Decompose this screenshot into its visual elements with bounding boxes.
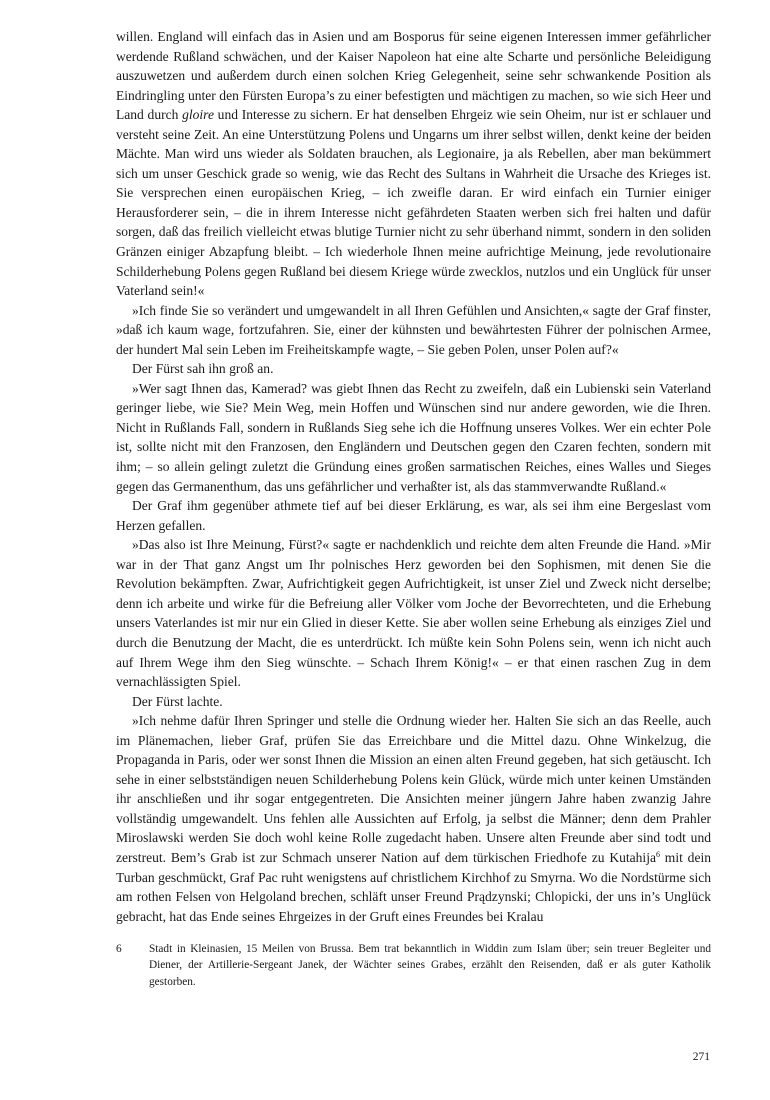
- book-page: [116, 27, 711, 990]
- paragraph-8: [116, 711, 711, 926]
- paragraph-1: [116, 27, 711, 301]
- footnote-text: Stadt in Kleinasien, 15 Meilen von Brussa. Bem trat bekanntlich in Widdin zum Islam über; sein treuer Begleiter und Diener, der Artillerie-Sergeant Janek, der Wächter seines Grabes, erzählt den Reisenden, daß er als guter Katholik gestorben.: [149, 943, 711, 988]
- footnote-reference: 6: [655, 849, 660, 859]
- italic-word: gloire: [182, 107, 214, 123]
- paragraph-5: Der Graf ihm gegenüber athmete tief auf bei dieser Erklärung, es war, als sei ihm eine Bergeslast vom Herzen gefallen.: [116, 498, 711, 533]
- paragraph-1-text: willen. England will einfach das in Asien und am Bosporus für seine eigenen Interessen immer gefährlicher werdende Rußland schwächen, und der Kaiser Napoleon hat eine alte Scharte und persönliche Beleidigung auszuwetzen und außerdem durch einen solchen Krieg Gelegenheit, seine sehr schwankende Position als Eindringling unter den Fürsten Europa’s zu einer befestigten und mächtigen zu machen, so wie sich Heer und Land durch gloire und Interesse zu sichern. Er hat denselben Ehrgeiz wie sein Oheim, nur ist er schlauer und versteht seine Zeit. An eine Unterstützung Polens und Ungarns um ihrer selbst willen, denkt keine der beiden Mächte. Man wird uns wieder als Soldaten brauchen, als Legionaire, ja als Rebellen, aber man bekümmert sich um unser Geschick grade so wenig, wie das Recht des Sultans in Wahrheit die Ursache des Krieges ist. Sie versprechen einen europäischen Krieg, – ich zweifle daran. Er wird einfach ein Turnier einiger Herausforderer sein, – die in ihrem Interesse nicht gefährdeten Staaten werben sich frei halten und dafür sorgen, daß das freilich vielleicht etwas blutige Turnier nicht zu sehr überhand nimmt, sondern in den soliden Gränzen einiger Abzapfung bleibt. – Ich wiederhole Ihnen meine aufrichtige Meinung, jede revolutionaire Schilderhebung Polens gegen Rußland bei diesem Kriege würde zwecklos, nutzlos und ein Unglück für unser Vaterland sein!«: [116, 29, 712, 299]
- body-text: [116, 27, 711, 926]
- paragraph-4: »Wer sagt Ihnen das, Kamerad? was giebt Ihnen das Recht zu zweifeln, daß ein Lubienski sein Vaterland geringer liebe, wie Sie? Mein Weg, mein Hoffen und Wünschen sind nur andere geworden, wie die Ihren. Nicht in Rußlands Fall, sondern in Rußlands Sieg sehe ich die Hoffnung unseres Volkes. Wer ein echter Pole ist, sollte nicht mit den Franzosen, den Engländern und Deutschen gegen den Czaren fechten, sondern mit ihm; – so allein gelingt zuletzt die Gründung eines großen sarmatischen Reiches, eines Walles und Sieges gegen das Germanenthum, das uns gefährlicher und verhaßter ist, als das stammverwandte Rußland.«: [116, 380, 711, 494]
- paragraph-2: »Ich finde Sie so verändert und umgewandelt in all Ihren Gefühlen und Ansichten,« sagte der Graf finster, »daß ich kaum wage, fortzufahren. Sie, einer der kühnsten und bewährtesten Führer der polnischen Armee, der hundert Mal sein Leben im Freiheitskampfe wagte, – Sie geben Polen, unser Polen auf?«: [116, 302, 711, 357]
- paragraph-3: Der Fürst sah ihn groß an.: [132, 361, 274, 377]
- paragraph-6: »Das also ist Ihre Meinung, Fürst?« sagte er nachdenklich und reichte dem alten Freunde die Hand. »Mir war in der That ganz Angst um Ihr polnisches Herz geworden bei den Sophismen, mit denen Sie die Revolution bekämpften. Zwar, Aufrichtigkeit gegen Aufrichtigkeit, ist unser Ziel und Zweck nicht derselbe; denn ich arbeite und wirke für die Befreiung aller Völker vom Joche der Bevorrechteten, und die Erhebung unsers Vaterlandes ist mir nur ein Glied in dieser Kette. Sie aber wollen seine Erhebung als einziges Ziel und durch die Benutzung der Macht, die es unterdrückt. Ich müßte kein Sohn Polens sein, wenn ich nicht auch auf Ihrem Wege ihm den Sieg wünschte. – Schach Ihrem König!« – er that einen raschen Zug in dem vernachlässigten Spiel.: [116, 537, 711, 690]
- page-number: 271: [692, 1051, 710, 1063]
- footnote: [116, 941, 711, 990]
- paragraph-8-text: »Ich nehme dafür Ihren Springer und stelle die Ordnung wieder her. Halten Sie sich an das Reelle, auch im Plänemachen, lieber Graf, prüfen Sie das Erreichbare und die Mittel dazu. Ohne Winkelzug, die Propaganda in Paris, oder wer sonst Ihnen die Mission an einen alten Freund gegeben, hat sich getäuscht. Ich sehe in einer selbstständigen neuen Schilderhebung Polens kein Glück, würde mich unter keinen Umständen ihr anschließen und ihr sogar entgegentreten. Die Ansichten meiner jüngern Jahre haben zwanzig Jahre vollständig umgewandelt. Uns fehlen alle Aussichten auf Erfolg, ja selbst die Männer; denn dem Prahler Miroslawski werden Sie doch wohl keine Rolle zugedacht haben. Unsere alten Freunde aber sind todt und zerstreut. Bem’s Grab ist zur Schmach unserer Nation auf dem türkischen Friedhofe zu Kutahija: [116, 713, 711, 865]
- paragraph-8-continuation: mit dein Turban geschmückt, Graf Pac ruht wenigstens auf christlichem Kirchhof zu Smyrna. Wo die Nordstürme sich am rothen Felsen von Helgoland brechen, schläft unser Freund Prądzynski; Chlopicki, der uns in’s Unglück gebracht, hat das Ende seines Ehrgeizes in der Gruft eines Freundes bei Kralau: [116, 849, 711, 924]
- paragraph-7: Der Fürst lachte.: [132, 693, 223, 709]
- footnote-number: 6: [116, 943, 122, 956]
